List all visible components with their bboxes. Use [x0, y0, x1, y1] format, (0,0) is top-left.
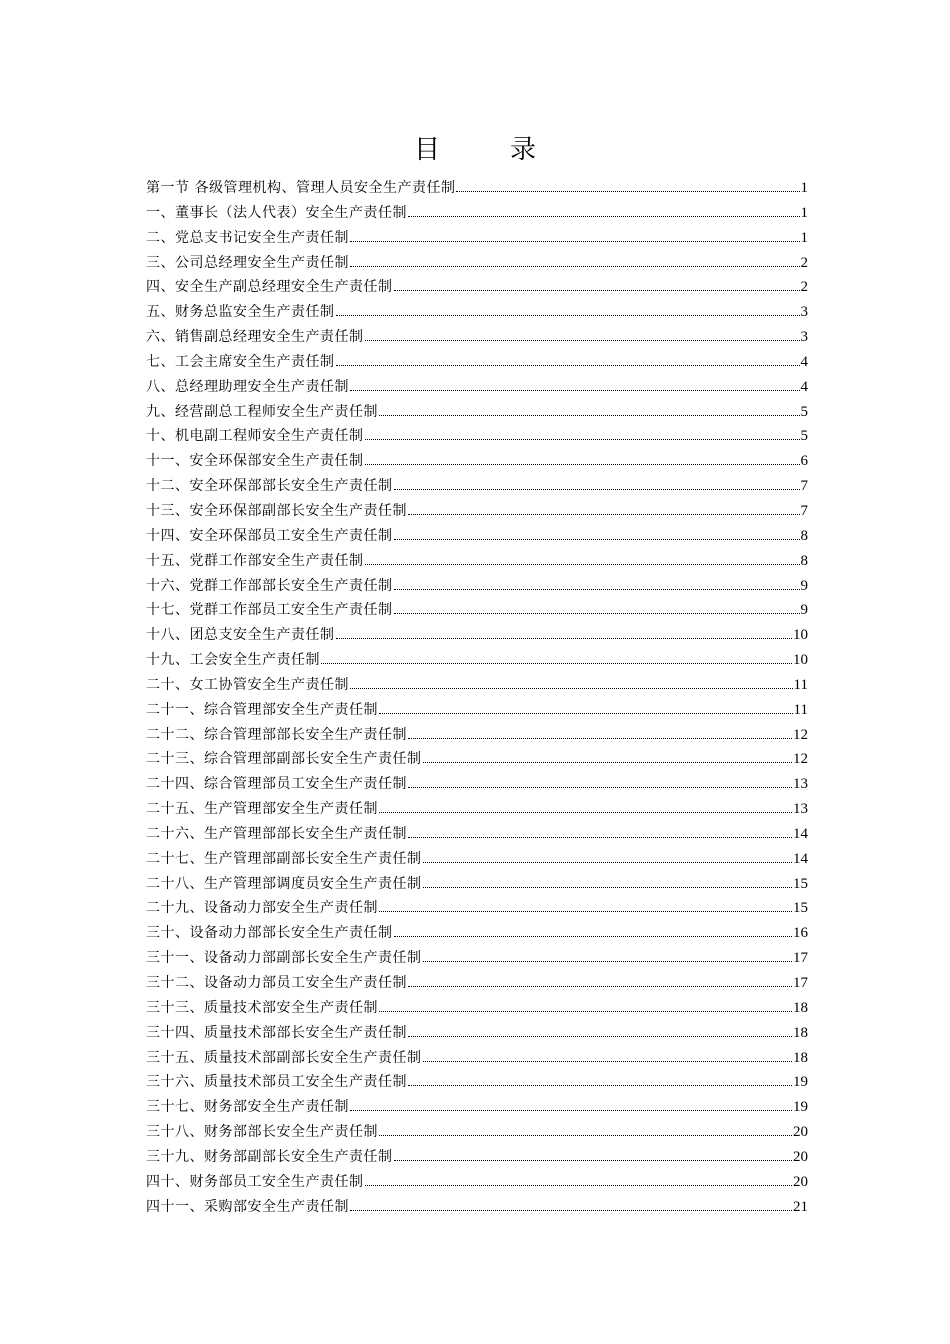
toc-entry-label: 二十、女工协管安全生产责任制 [146, 676, 349, 693]
toc-entry-label: 十七、党群工作部员工安全生产责任制 [146, 602, 393, 619]
toc-entry-label: 八、总经理助理安全生产责任制 [146, 378, 349, 395]
dot-leader [379, 811, 792, 813]
toc-entry[interactable] [146, 275, 808, 300]
toc-entry-label: 十、机电副工程师安全生产责任制 [146, 428, 364, 445]
toc-entry-page-number: 2 [800, 254, 808, 271]
dot-leader [350, 1209, 792, 1211]
dot-leader [365, 463, 800, 465]
toc-entry-page-number: 11 [793, 701, 808, 718]
dot-leader [423, 886, 793, 888]
toc-entry-page-number: 5 [800, 428, 808, 445]
toc-entry[interactable] [146, 226, 808, 251]
toc-entry-label: 三十、设备动力部部长安全生产责任制 [146, 925, 393, 942]
toc-entry-page-number: 14 [793, 825, 808, 842]
dot-leader [365, 563, 800, 565]
toc-entry[interactable] [146, 400, 808, 425]
toc-entry-page-number: 15 [793, 900, 808, 917]
toc-entry[interactable] [146, 251, 808, 276]
dot-leader [394, 612, 800, 614]
toc-entry[interactable] [146, 1195, 808, 1220]
dot-leader [423, 761, 793, 763]
toc-entry-label: 七、工会主席安全生产责任制 [146, 353, 335, 370]
toc-entry-label: 二十九、设备动力部安全生产责任制 [146, 900, 378, 917]
toc-entry-page-number: 20 [793, 1173, 808, 1190]
dot-leader [408, 786, 792, 788]
dot-leader [408, 1084, 792, 1086]
toc-entry-label: 三十五、质量技术部副部长安全生产责任制 [146, 1049, 422, 1066]
toc-entry-label: 三十三、质量技术部安全生产责任制 [146, 999, 378, 1016]
dot-leader [379, 1010, 792, 1012]
toc-entry-label: 六、销售副总经理安全生产责任制 [146, 329, 364, 346]
dot-leader [423, 1060, 793, 1062]
toc-entry[interactable] [146, 300, 808, 325]
toc-entry-label: 十三、安全环保部副部长安全生产责任制 [146, 502, 407, 519]
toc-entry-page-number: 16 [793, 925, 808, 942]
toc-entry[interactable] [146, 623, 808, 648]
dot-leader [423, 861, 793, 863]
toc-entry[interactable] [146, 574, 808, 599]
dot-leader [394, 1159, 793, 1161]
toc-entry[interactable] [146, 474, 808, 499]
toc-entry[interactable] [146, 971, 808, 996]
toc-entry-label: 十四、安全环保部员工安全生产责任制 [146, 527, 393, 544]
toc-entry[interactable] [146, 648, 808, 673]
toc-entry[interactable] [146, 723, 808, 748]
toc-entry-page-number: 17 [793, 975, 808, 991]
toc-entry-page-number: 5 [800, 403, 808, 420]
toc-entry-page-number: 10 [793, 652, 808, 669]
toc-entry-label: 三十九、财务部副部长安全生产责任制 [146, 1148, 393, 1165]
toc-entry[interactable] [146, 350, 808, 375]
toc-entry[interactable] [146, 996, 808, 1021]
toc-entry-label: 五、财务总监安全生产责任制 [146, 304, 335, 321]
toc-entry[interactable] [146, 375, 808, 400]
toc-entry[interactable] [146, 896, 808, 921]
toc-entry-page-number: 21 [793, 1198, 808, 1215]
toc-entry-label: 三、公司总经理安全生产责任制 [146, 254, 349, 271]
toc-entry[interactable] [146, 325, 808, 350]
toc-entry[interactable] [146, 1095, 808, 1120]
dot-leader [456, 190, 799, 192]
toc-entry-label: 一、董事长（法人代表）安全生产责任制 [146, 204, 407, 221]
toc-entry-page-number: 8 [800, 552, 808, 569]
dot-leader [408, 215, 800, 217]
toc-entry[interactable] [146, 946, 808, 971]
toc-entry[interactable] [146, 1120, 808, 1145]
toc-entry[interactable] [146, 524, 808, 549]
dot-leader [350, 687, 793, 689]
dot-leader [350, 265, 800, 267]
toc-entry-page-number: 8 [800, 527, 808, 544]
toc-entry-label: 二十五、生产管理部安全生产责任制 [146, 801, 378, 818]
toc-entry[interactable] [146, 872, 808, 897]
toc-entry-page-number: 18 [793, 1024, 808, 1041]
toc-entry-label: 二十七、生产管理部副部长安全生产责任制 [146, 850, 422, 867]
toc-entry-label: 九、经营副总工程师安全生产责任制 [146, 403, 378, 420]
dot-leader [379, 910, 792, 912]
toc-entry-page-number: 12 [793, 726, 808, 743]
toc-entry[interactable] [146, 797, 808, 822]
dot-leader [408, 737, 792, 739]
toc-entry[interactable] [146, 176, 808, 201]
toc-entry-page-number: 10 [793, 627, 808, 644]
toc-entry[interactable] [146, 698, 808, 723]
dot-leader [336, 314, 800, 316]
dot-leader [379, 414, 800, 416]
dot-leader [394, 488, 800, 490]
toc-entry-page-number: 9 [800, 577, 808, 594]
toc-entry[interactable] [146, 822, 808, 847]
toc-entry-label: 十二、安全环保部部长安全生产责任制 [146, 478, 393, 495]
toc-entry-label: 十五、党群工作部安全生产责任制 [146, 552, 364, 569]
toc-entry-label: 二十二、综合管理部部长安全生产责任制 [146, 726, 407, 743]
toc-entry[interactable] [146, 201, 808, 226]
toc-entry-page-number: 1 [800, 229, 808, 246]
toc-entry-label: 三十八、财务部部长安全生产责任制 [146, 1124, 378, 1141]
toc-entry-label: 三十六、质量技术部员工安全生产责任制 [146, 1074, 407, 1091]
toc-entry[interactable] [146, 1046, 808, 1071]
toc-entry[interactable] [146, 1145, 808, 1170]
toc-entry-page-number: 13 [793, 776, 808, 793]
toc-entry[interactable] [146, 424, 808, 449]
toc-entry-page-number: 3 [800, 329, 808, 346]
toc-entry-label: 十六、党群工作部部长安全生产责任制 [146, 577, 393, 594]
toc-entry-label: 二十一、综合管理部安全生产责任制 [146, 701, 378, 718]
dot-leader [365, 438, 800, 440]
dot-leader [379, 712, 793, 714]
toc-entry-label: 十一、安全环保部安全生产责任制 [146, 453, 364, 470]
toc-entry-page-number: 20 [793, 1148, 808, 1165]
toc-entry-label: 二十三、综合管理部副部长安全生产责任制 [146, 751, 422, 768]
toc-list [146, 176, 808, 1219]
toc-entry-page-number: 20 [793, 1124, 808, 1141]
toc-entry-page-number: 11 [793, 676, 808, 693]
dot-leader [379, 1134, 792, 1136]
dot-leader [408, 985, 792, 987]
toc-entry[interactable] [146, 921, 808, 946]
dot-leader [394, 289, 800, 291]
toc-entry-page-number: 2 [800, 279, 808, 296]
toc-entry-label: 二十四、综合管理部员工安全生产责任制 [146, 776, 407, 793]
toc-entry-label: 二十六、生产管理部部长安全生产责任制 [146, 825, 407, 842]
dot-leader [394, 538, 800, 540]
toc-entry[interactable] [146, 1170, 808, 1195]
toc-entry-label: 第一节 各级管理机构、管理人员安全生产责任制 [146, 180, 456, 196]
dot-leader [423, 960, 793, 962]
dot-leader [365, 339, 800, 341]
toc-entry-page-number: 1 [800, 180, 808, 196]
toc-entry-page-number: 7 [800, 502, 808, 519]
toc-entry-page-number: 15 [793, 875, 808, 892]
toc-entry-label: 十九、工会安全生产责任制 [146, 652, 320, 669]
toc-entry[interactable] [146, 1021, 808, 1046]
toc-entry-page-number: 1 [800, 204, 808, 221]
toc-entry-label: 三十四、质量技术部部长安全生产责任制 [146, 1024, 407, 1041]
toc-entry-page-number: 19 [793, 1074, 808, 1091]
toc-entry[interactable] [146, 673, 808, 698]
toc-entry-label: 三十一、设备动力部副部长安全生产责任制 [146, 950, 422, 967]
toc-entry-label: 二、党总支书记安全生产责任制 [146, 229, 349, 246]
toc-entry[interactable] [146, 772, 808, 797]
toc-entry[interactable] [146, 747, 808, 772]
toc-entry-page-number: 4 [800, 378, 808, 395]
dot-leader [408, 836, 792, 838]
toc-entry-label: 三十七、财务部安全生产责任制 [146, 1099, 349, 1116]
toc-entry-label: 四十一、采购部安全生产责任制 [146, 1198, 349, 1215]
dot-leader [408, 1035, 792, 1037]
toc-entry-page-number: 4 [800, 353, 808, 370]
toc-entry-page-number: 3 [800, 304, 808, 321]
dot-leader [350, 240, 800, 242]
toc-entry-label: 三十二、设备动力部员工安全生产责任制 [146, 975, 407, 991]
dot-leader [408, 513, 800, 515]
toc-entry[interactable] [146, 598, 808, 623]
dot-leader [394, 588, 800, 590]
toc-entry-page-number: 7 [800, 478, 808, 495]
toc-entry-page-number: 18 [793, 1049, 808, 1066]
dot-leader [336, 364, 800, 366]
toc-entry[interactable] [146, 449, 808, 474]
dot-leader [350, 1109, 792, 1111]
toc-entry-page-number: 19 [793, 1099, 808, 1116]
toc-entry[interactable] [146, 549, 808, 574]
toc-entry[interactable] [146, 847, 808, 872]
dot-leader [336, 637, 793, 639]
toc-entry[interactable] [146, 1070, 808, 1095]
dot-leader [394, 935, 793, 937]
toc-entry-page-number: 9 [800, 602, 808, 619]
toc-entry-label: 四、安全生产副总经理安全生产责任制 [146, 279, 393, 296]
dot-leader [350, 389, 800, 391]
dot-leader [365, 1184, 793, 1186]
toc-entry[interactable] [146, 499, 808, 524]
toc-entry-label: 二十八、生产管理部调度员安全生产责任制 [146, 875, 422, 892]
toc-entry-page-number: 13 [793, 801, 808, 818]
toc-entry-label: 四十、财务部员工安全生产责任制 [146, 1173, 364, 1190]
toc-entry-page-number: 12 [793, 751, 808, 768]
dot-leader [321, 662, 792, 664]
toc-entry-page-number: 6 [800, 453, 808, 470]
toc-entry-page-number: 18 [793, 999, 808, 1016]
toc-entry-page-number: 14 [793, 850, 808, 867]
toc-title: 目 录 [413, 135, 558, 165]
toc-entry-label: 十八、团总支安全生产责任制 [146, 627, 335, 644]
toc-entry-page-number: 17 [793, 950, 808, 967]
